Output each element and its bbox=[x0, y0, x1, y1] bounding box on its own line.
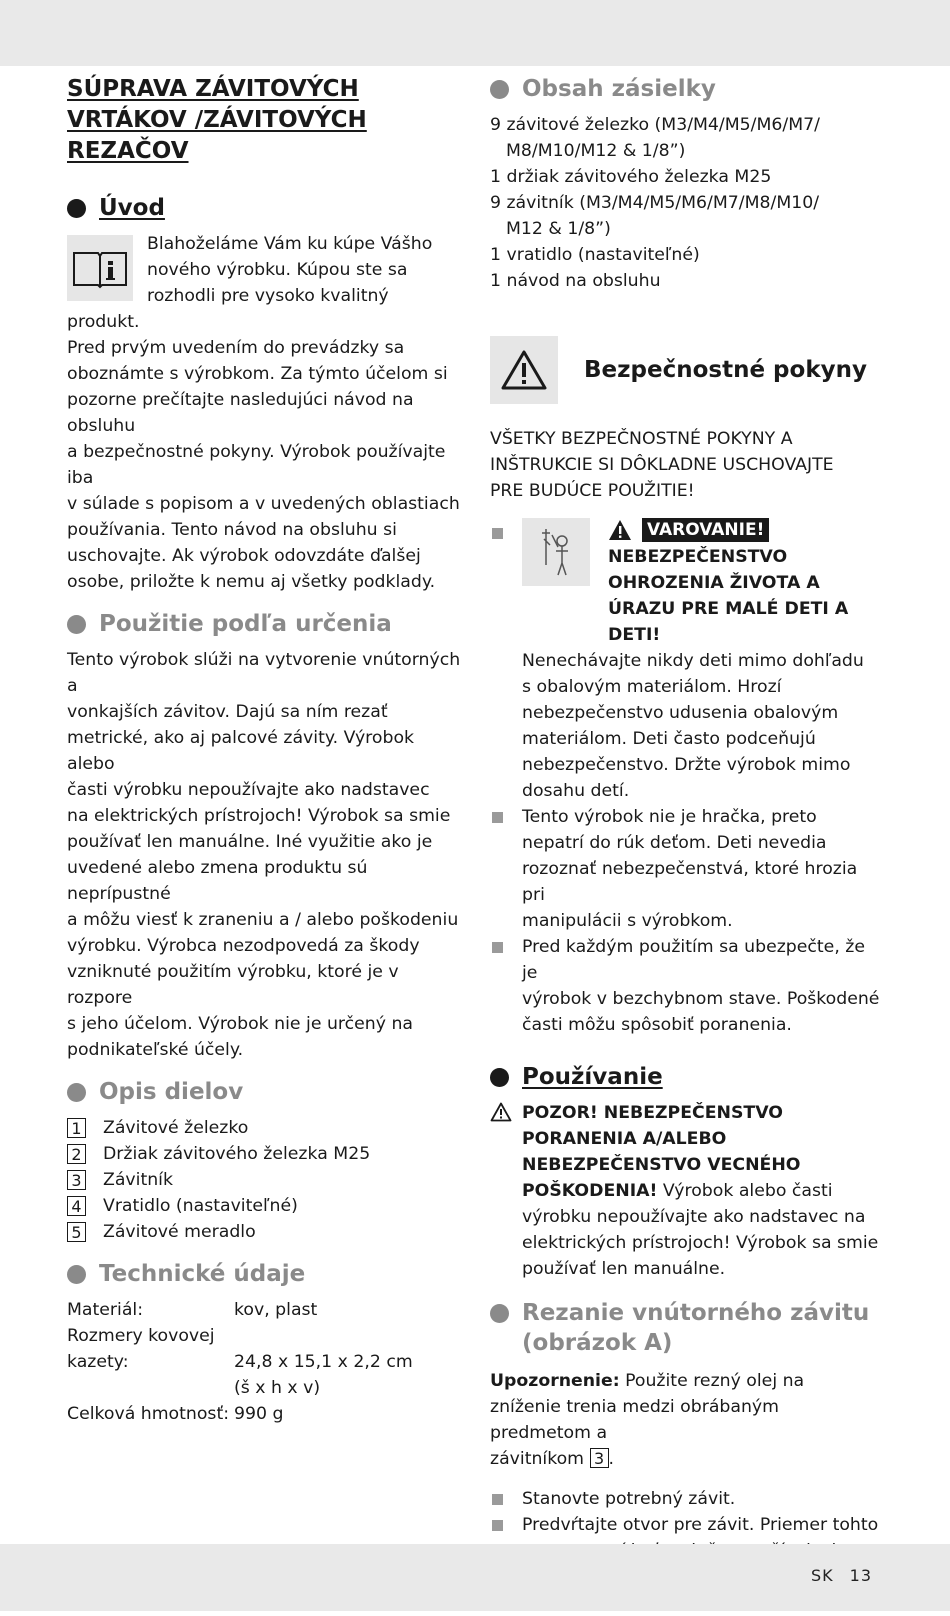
part-label: Vratidlo (nastaviteľné) bbox=[103, 1196, 298, 1216]
cutting-note bbox=[490, 1368, 885, 1472]
text-line: časti výrobku nepoužívajte ako nadstavec bbox=[67, 780, 430, 800]
part-number: 4 bbox=[67, 1196, 86, 1216]
caution-bold-word: POŠKODENIA! bbox=[522, 1181, 658, 1201]
warning-triangle-icon bbox=[490, 336, 558, 404]
text-line: Blahoželáme Vám ku kúpe Vášho bbox=[147, 234, 433, 254]
contents-line: 1 vratidlo (nastaviteľné) bbox=[490, 245, 700, 265]
list-item bbox=[490, 1486, 885, 1512]
section-heading-cutting bbox=[490, 1298, 885, 1358]
text-line: a môžu viesť k zraneniu a / alebo poškodeniu bbox=[67, 910, 459, 930]
tech-specs-table bbox=[67, 1297, 413, 1427]
safety-bullets bbox=[490, 804, 885, 1038]
contents-line: 1 držiak závitového železka M25 bbox=[490, 167, 772, 187]
text-line: zníženie trenia medzi obrábaným predmetom a bbox=[490, 1397, 779, 1443]
square-bullet-icon bbox=[492, 812, 503, 823]
warning-label-row bbox=[608, 518, 885, 542]
caution-text: Výrobok alebo časti bbox=[657, 1181, 833, 1201]
caution-mixed-line bbox=[522, 1178, 885, 1204]
spec-value: (š x h x v) bbox=[234, 1378, 321, 1398]
square-bullet-icon bbox=[492, 1494, 503, 1505]
note-label: Upozornenie: bbox=[490, 1371, 620, 1391]
text-line: v súlade s popisom a v uvedených oblastiach bbox=[67, 494, 460, 514]
intro-text bbox=[67, 231, 462, 595]
list-item bbox=[67, 1141, 462, 1167]
contents-line: M12 & 1/8”) bbox=[506, 219, 611, 239]
part-number: 2 bbox=[67, 1144, 86, 1164]
part-reference: 3 bbox=[590, 1448, 609, 1468]
text-line: Pred prvým uvedením do prevádzky sa bbox=[67, 338, 405, 358]
text-line: výrobku. Výrobca nezodpovedá za škody bbox=[67, 936, 420, 956]
text-line: časti môžu spôsobiť poranenia. bbox=[522, 1015, 792, 1035]
caution-bold-line: NEBEZPEČENSTVO VECNÉHO bbox=[522, 1155, 801, 1175]
caution-triangle-icon bbox=[490, 1102, 512, 1122]
spec-value bbox=[234, 1323, 413, 1349]
text-line: uschovajte. Ak výrobok odovzdáte ďalšej bbox=[67, 546, 421, 566]
part-label: Závitník bbox=[103, 1170, 173, 1190]
spec-value: kov, plast bbox=[234, 1300, 318, 1320]
text-line: s obalovým materiálom. Hrozí bbox=[522, 677, 782, 697]
text-line: podnikateľské účely. bbox=[67, 1040, 244, 1060]
text-line: nepatrí do rúk deťom. Deti nevedia bbox=[522, 833, 827, 853]
table-row bbox=[67, 1297, 413, 1323]
list-item bbox=[490, 804, 885, 934]
text-line: PRE BUDÚCE POUŽITIE! bbox=[490, 481, 695, 501]
top-bar bbox=[0, 0, 950, 66]
document-title bbox=[67, 74, 462, 167]
title-line: SÚPRAVA ZÁVITOVÝCH bbox=[67, 76, 359, 102]
warning-small-icon bbox=[608, 519, 632, 541]
heading-line: (obrázok A) bbox=[522, 1330, 673, 1356]
title-line: REZAČOV bbox=[67, 138, 189, 164]
intended-use-text bbox=[67, 647, 462, 1063]
caution-bold-line: PORANENIA A/ALEBO bbox=[522, 1129, 727, 1149]
safety-heading bbox=[490, 336, 885, 404]
text-line: dosahu detí. bbox=[522, 781, 630, 801]
bullet-dot-icon bbox=[490, 1304, 509, 1323]
text-line: osobe, priložte k nemu aj všetky podklady. bbox=[67, 572, 436, 592]
section-heading-parts bbox=[67, 1077, 462, 1107]
text-line: Stanovte potrebný závit. bbox=[522, 1489, 736, 1509]
text-line: vzniknuté použitím výrobku, ktoré je v rozpore bbox=[67, 962, 399, 1008]
section-title: Technické údaje bbox=[99, 1261, 306, 1287]
text-line: Tento výrobok nie je hračka, preto bbox=[522, 807, 817, 827]
note-text: . bbox=[608, 1449, 615, 1469]
part-label: Držiak závitového železka M25 bbox=[103, 1144, 371, 1164]
square-bullet-icon bbox=[492, 528, 503, 539]
bullet-dot-icon bbox=[67, 1083, 86, 1102]
text-line: manipulácii s výrobkom. bbox=[522, 911, 733, 931]
text-line: metrické, ako aj palcové závity. Výrobok alebo bbox=[67, 728, 415, 774]
text-line: INŠTRUKCIE SI DÔKLADNE USCHOVAJTE bbox=[490, 455, 834, 475]
text-line: materiálom. Deti často podceňujú bbox=[522, 729, 816, 749]
table-row bbox=[67, 1375, 413, 1401]
bullet-dot-icon bbox=[67, 615, 86, 634]
text-line: rozhodli pre vysoko kvalitný produkt. bbox=[67, 286, 389, 332]
warning-bold-line: ÚRAZU PRE MALÉ DETI A bbox=[608, 599, 849, 619]
title-line: VRTÁKOV /ZÁVITOVÝCH bbox=[67, 107, 367, 133]
text-line: výrobok v bezchybnom stave. Poškodené bbox=[522, 989, 880, 1009]
text-line: nového výrobku. Kúpou ste sa bbox=[147, 260, 408, 280]
note-text: závitníkom bbox=[490, 1449, 585, 1469]
text-line: používať len manuálne. bbox=[522, 1259, 726, 1279]
table-row bbox=[67, 1401, 413, 1427]
text-line: elektrických prístrojoch! Výrobok sa smie bbox=[522, 1233, 879, 1253]
text-line: nebezpečenstvo udusenia obalovým bbox=[522, 703, 839, 723]
part-number: 5 bbox=[67, 1222, 86, 1242]
contents-list bbox=[490, 112, 885, 294]
part-number: 1 bbox=[67, 1118, 86, 1138]
warning-bold-line: NEBEZPEČENSTVO bbox=[608, 547, 788, 567]
warning-label: VAROVANIE! bbox=[642, 518, 769, 542]
spec-key: Celková hmotnosť: bbox=[67, 1404, 230, 1424]
text-line: uvedené alebo zmena produktu sú neprípustné bbox=[67, 858, 368, 904]
contents-line: M8/M10/M12 & 1/8”) bbox=[506, 141, 686, 161]
section-title: Obsah zásielky bbox=[522, 76, 716, 102]
text-line: rozoznať nebezpečenstvá, ktoré hrozia pri bbox=[522, 859, 858, 905]
section-title: Použitie podľa určenia bbox=[99, 611, 392, 637]
list-item bbox=[67, 1115, 462, 1141]
warning-text bbox=[522, 648, 885, 804]
page-number: 13 bbox=[849, 1566, 872, 1585]
bullet-dot-icon bbox=[67, 199, 86, 218]
part-label: Závitové železko bbox=[103, 1118, 249, 1138]
caution-block bbox=[490, 1100, 885, 1282]
table-row bbox=[67, 1323, 413, 1349]
text-line: Nenechávajte nikdy deti mimo dohľadu bbox=[522, 651, 864, 671]
text-line: používať len manuálne. Iné využitie ako je bbox=[67, 832, 433, 852]
language-code: SK bbox=[810, 1566, 834, 1585]
left-column bbox=[67, 74, 462, 1427]
warning-header bbox=[608, 518, 885, 648]
text-line: oboznámte s výrobkom. Za týmto účelom si bbox=[67, 364, 448, 384]
text-line: Pred každým použitím sa ubezpečte, že je bbox=[522, 937, 866, 983]
heading-line: Rezanie vnútorného závitu bbox=[522, 1300, 870, 1326]
square-bullet-icon bbox=[492, 942, 503, 953]
contents-line: 9 závitové železko (M3/M4/M5/M6/M7/ bbox=[490, 115, 820, 135]
keep-instructions-text bbox=[490, 426, 885, 504]
section-title: Opis dielov bbox=[99, 1079, 244, 1105]
bullet-dot-icon bbox=[490, 1068, 509, 1087]
text-line: nebezpečenstvo. Držte výrobok mimo bbox=[522, 755, 851, 775]
text-line: Predvŕtajte otvor pre závit. Priemer tohto bbox=[522, 1515, 879, 1535]
text-line: VŠETKY BEZPEČNOSTNÉ POKYNY A bbox=[490, 429, 793, 449]
section-title: Bezpečnostné pokyny bbox=[584, 357, 867, 383]
note-text: Použite rezný olej na bbox=[619, 1371, 805, 1391]
list-item bbox=[67, 1167, 462, 1193]
text-line: s jeho účelom. Výrobok nie je určený na bbox=[67, 1014, 413, 1034]
text-line: používania. Tento návod na obsluhu si bbox=[67, 520, 397, 540]
info-book-icon bbox=[67, 235, 133, 301]
section-title: Používanie bbox=[522, 1064, 663, 1090]
contents-line: 1 návod na obsluhu bbox=[490, 271, 661, 291]
caution-bold-line: POZOR! NEBEZPEČENSTVO bbox=[522, 1103, 783, 1123]
section-heading-tech bbox=[67, 1259, 462, 1289]
section-title bbox=[522, 1298, 869, 1358]
section-title: Úvod bbox=[99, 195, 165, 221]
table-row bbox=[67, 1349, 413, 1375]
child-hazard-icon bbox=[522, 518, 590, 586]
section-heading-usage bbox=[490, 1062, 885, 1092]
section-heading-intended-use bbox=[67, 609, 462, 639]
text-line: Tento výrobok slúži na vytvorenie vnútorných a bbox=[67, 650, 461, 696]
text-line: vonkajších závitov. Dajú sa ním rezať bbox=[67, 702, 388, 722]
child-warning-block bbox=[490, 518, 885, 804]
square-bullet-icon bbox=[492, 1520, 503, 1531]
text-line: výrobku nepoužívajte ako nadstavec na bbox=[522, 1207, 866, 1227]
spec-key: kazety: bbox=[67, 1352, 129, 1372]
bullet-dot-icon bbox=[67, 1265, 86, 1284]
text-line: na elektrických prístrojoch! Výrobok sa smie bbox=[67, 806, 451, 826]
contents-line: 9 závitník (M3/M4/M5/M6/M7/M8/M10/ bbox=[490, 193, 820, 213]
spec-key bbox=[67, 1375, 234, 1401]
part-number: 3 bbox=[67, 1170, 86, 1190]
spec-key: Materiál: bbox=[67, 1300, 144, 1320]
footer-text bbox=[795, 1566, 872, 1585]
spec-key: Rozmery kovovej bbox=[67, 1326, 215, 1346]
list-item bbox=[67, 1193, 462, 1219]
spec-value: 24,8 x 15,1 x 2,2 cm bbox=[234, 1352, 413, 1372]
list-item bbox=[67, 1219, 462, 1245]
text-line: pozorne prečítajte nasledujúci návod na obsluhu bbox=[67, 390, 414, 436]
list-item bbox=[490, 934, 885, 1038]
bullet-dot-icon bbox=[490, 80, 509, 99]
warning-bold-line: DETI! bbox=[608, 625, 661, 645]
spec-value: 990 g bbox=[234, 1404, 284, 1424]
warning-bold-line: OHROZENIA ŽIVOTA A bbox=[608, 573, 820, 593]
parts-list bbox=[67, 1115, 462, 1245]
page-footer bbox=[0, 1544, 950, 1611]
section-heading-contents bbox=[490, 74, 885, 104]
section-heading-intro bbox=[67, 193, 462, 223]
text-line: a bezpečnostné pokyny. Výrobok používajte iba bbox=[67, 442, 446, 488]
part-label: Závitové meradlo bbox=[103, 1222, 256, 1242]
right-column bbox=[490, 74, 885, 1616]
